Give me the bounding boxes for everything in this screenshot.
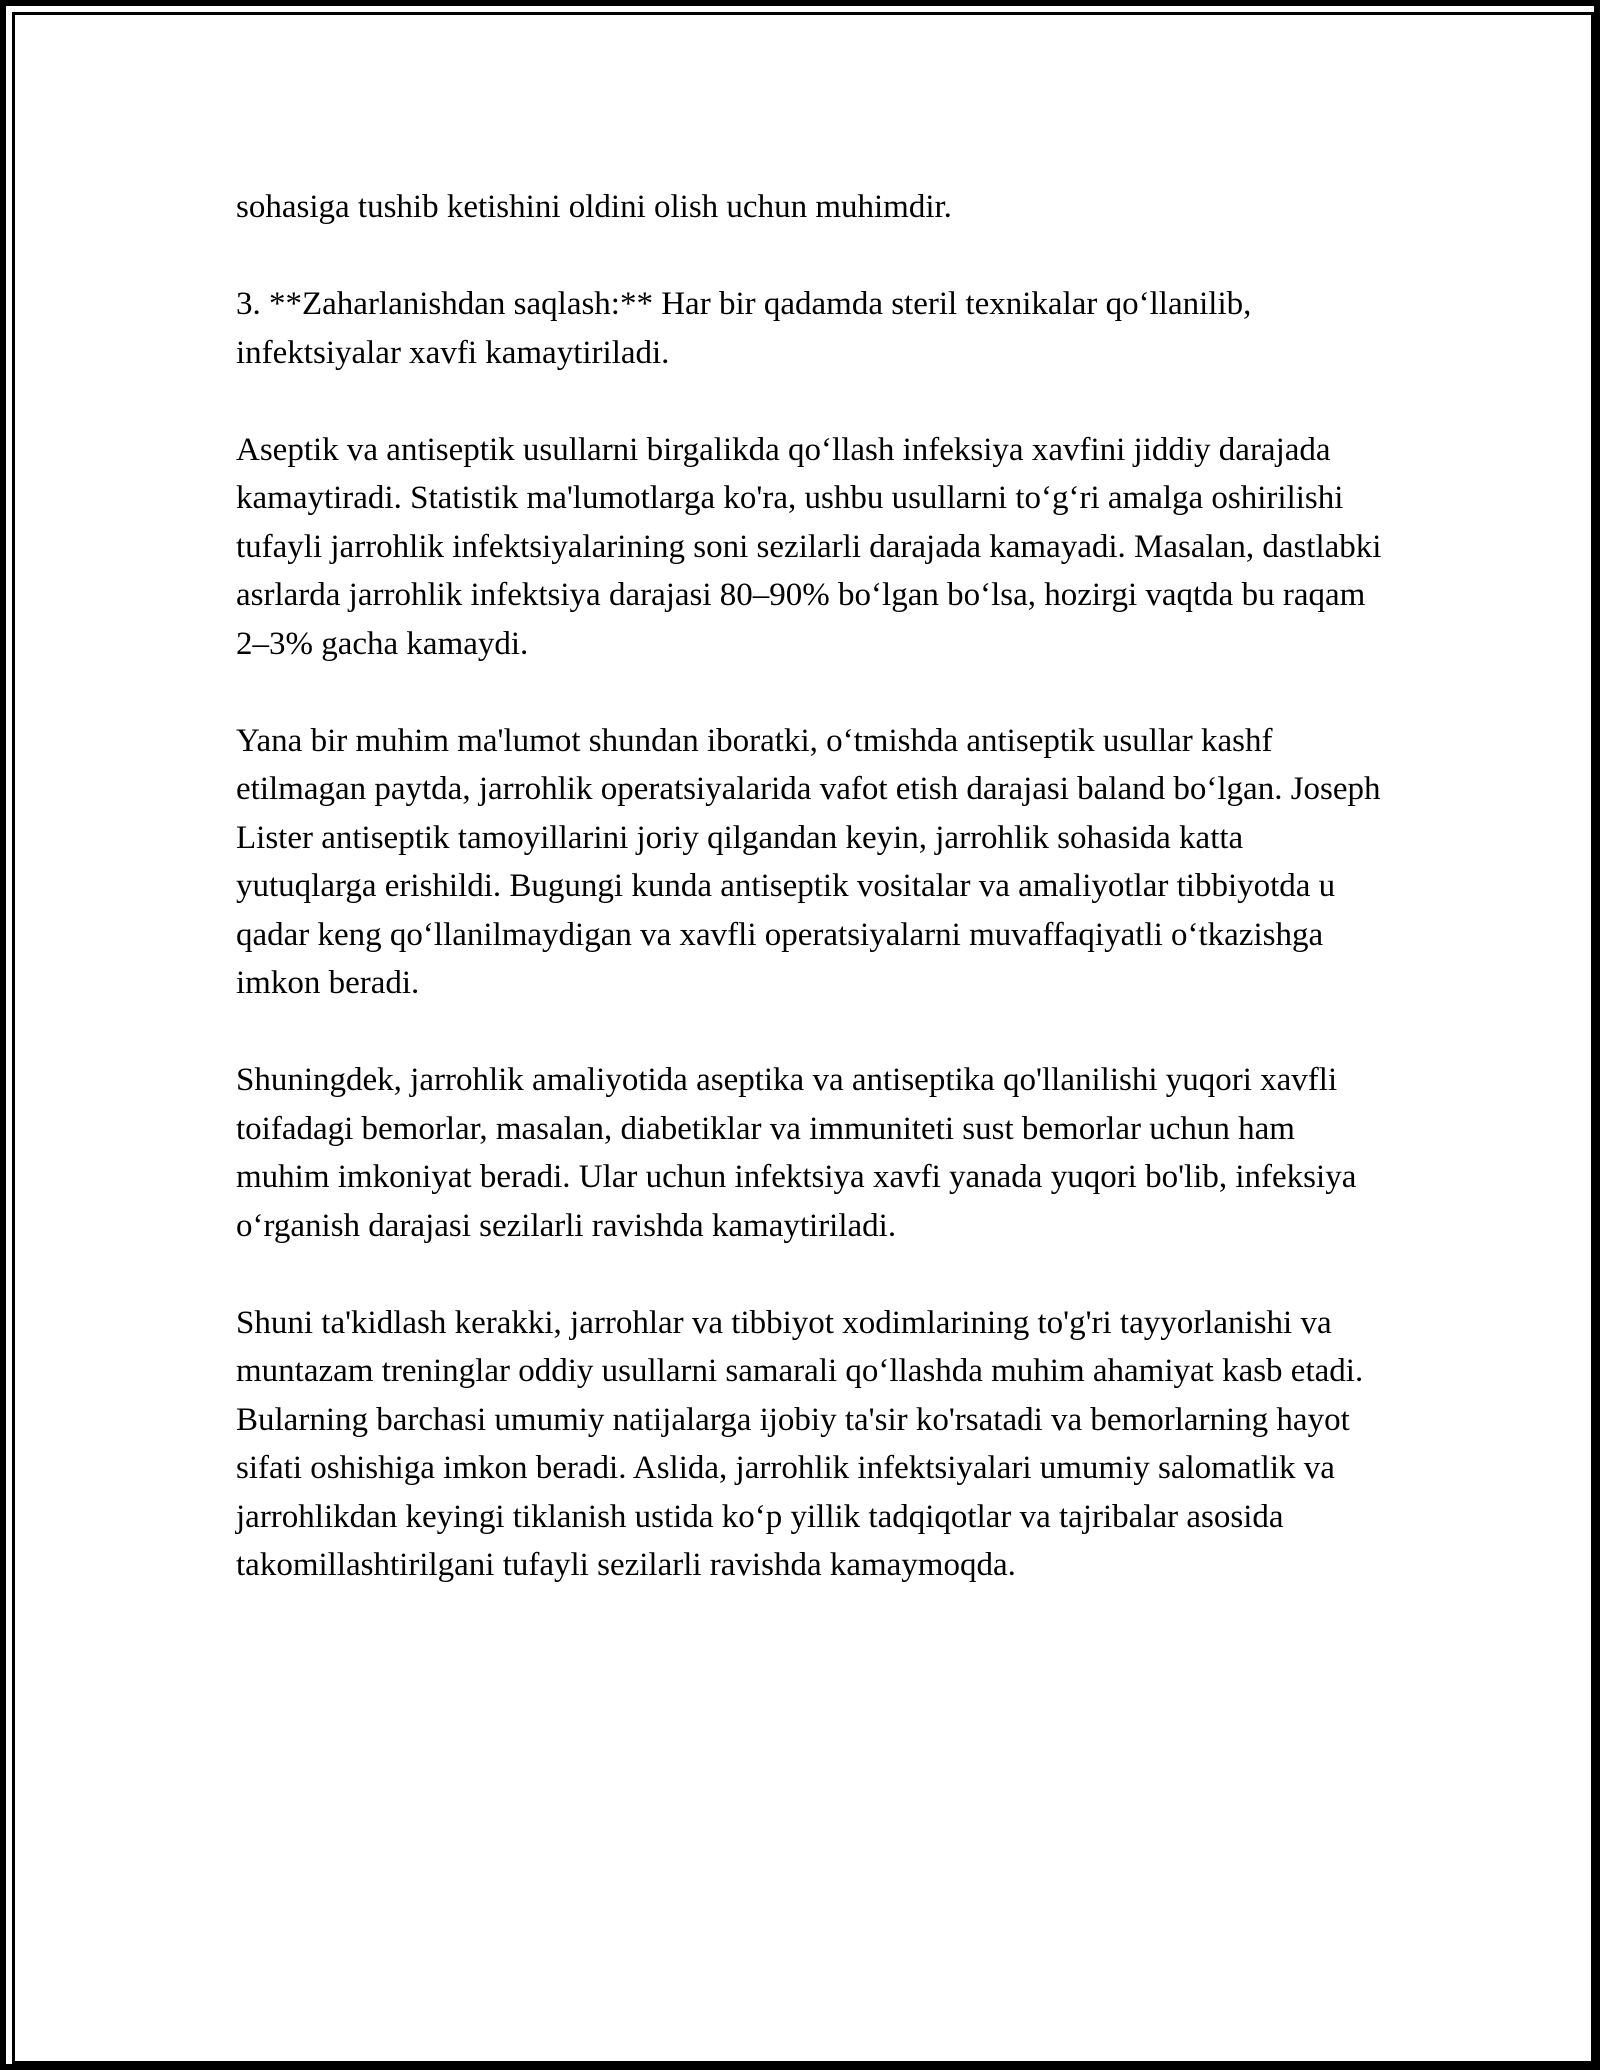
document-body [236,183,1386,1590]
paragraph-statistics: Aseptik va antiseptik usullarni birgalikda qo‘llash infeksiya xavfini jiddiy darajada kamaytiradi. Statistik ma'lumotlarga ko'ra, ushbu usullarni to‘g‘ri amalga oshirilishi tufayli jarrohlik infektsiyalarining soni sezilarli darajada kamayadi. Masalan, dastlabki asrlarda jarrohlik infektsiya darajasi 80–90% bo‘lgan bo‘lsa, hozirgi vaqtda bu raqam 2–3% gacha kamaydi. [236,431,1382,662]
paragraph-high-risk-patients: Shuningdek, jarrohlik amaliyotida aseptika va antiseptika qo'llanilishi yuqori xavfli toifadagi bemorlar, masalan, diabetiklar va immuniteti sust bemorlar uchun ham muhim imkoniyat beradi. Ular uchun infektsiya xavfi yanada yuqori bo'lib, infeksiya o‘rganish darajasi sezilarli ravishda kamaytiriladi. [236,1062,1357,1244]
paragraph-list-item-3: 3. **Zaharlanishdan saqlash:** Har bir qadamda steril texnikalar qo‘llanilib, infektsiyalar xavfi kamaytiriladi. [236,286,1252,371]
paragraph-continuation: sohasiga tushib ketishini oldini olish uchun muhimdir. [236,189,952,225]
paragraph-history-lister: Yana bir muhim ma'lumot shundan iboratki, o‘tmishda antiseptik usullar kashf etilmagan paytda, jarrohlik operatsiyalarida vafot etish darajasi baland bo‘lgan. Joseph Lister antiseptik tamoyillarini joriy qilgandan keyin, jarrohlik sohasida katta yutuqlarga erishildi. Bugungi kunda antiseptik vositalar va amaliyotlar tibbiyotda u qadar keng qo‘llanilmaydigan va xavfli operatsiyalarni muvaffaqiyatli o‘tkazishga imkon beradi. [236,722,1381,1001]
paragraph-training-conclusion: Shuni ta'kidlash kerakki, jarrohlar va tibbiyot xodimlarining to'g'ri tayyorlanishi va muntazam treninglar oddiy usullarni samarali qo‘llashda muhim ahamiyat kasb etadi. Bularning barchasi umumiy natijalarga ijobiy ta'sir ko'rsatadi va bemorlarning hayot sifati oshishiga imkon beradi. Aslida, jarrohlik infektsiyalari umumiy salomatlik va jarrohlikdan keyingi tiklanish ustida ko‘p yillik tadqiqotlar va tajribalar asosida takomillashtirilgani tufayli sezilarli ravishda kamaymoqda. [236,1304,1364,1583]
